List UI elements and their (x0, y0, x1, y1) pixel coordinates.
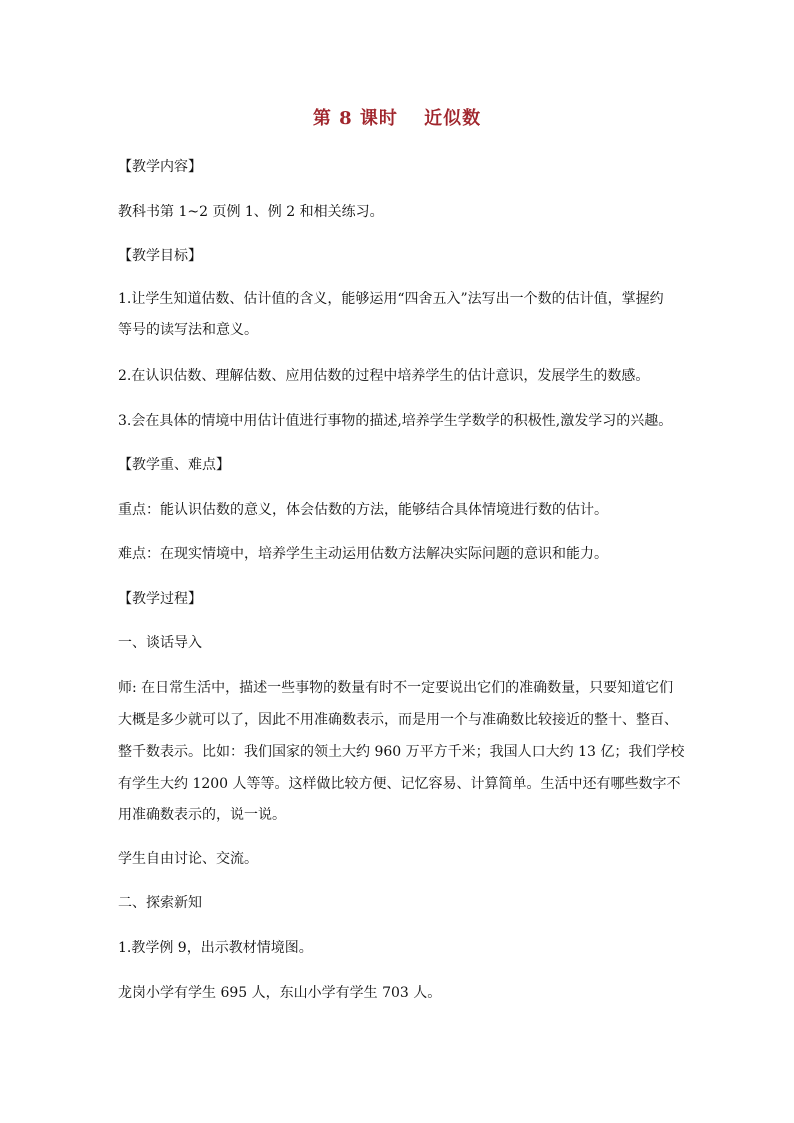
step-heading-intro: 一、谈话导入 (118, 635, 202, 651)
difficult-point: 难点：在现实情境中，培养学生主动运用估数方法解决实际问题的意识和能力。 (118, 546, 608, 562)
lesson-title: 第 8 课时 近似数 (312, 108, 482, 129)
teacher-paragraph-line-2: 大概是多少就可以了，因此不用准确数表示，而是用一个与准确数比较接近的整十、整百、 (118, 712, 678, 728)
goal-2: 2.在认识估数、理解估数、应用估数的过程中培养学生的估计意识，发展学生的数感。 (118, 368, 650, 384)
key-point: 重点：能认识估数的意义，体会估数的方法，能够结合具体情境进行数的估计。 (118, 502, 608, 518)
paragraph-textbook-pages: 教科书第 1~2 页例 1、例 2 和相关练习。 (118, 204, 384, 220)
section-heading-content: 【教学内容】 (118, 159, 202, 175)
student-discussion: 学生自由讨论、交流。 (118, 851, 258, 867)
section-heading-goals: 【教学目标】 (118, 248, 202, 264)
teacher-paragraph-line-3: 整千数表示。比如：我们国家的领土大约 960 万平方千米；我国人口大约 13 亿；我们学校 (118, 744, 685, 760)
goal-1-line-2: 等号的读写法和意义。 (118, 322, 258, 338)
goal-1-line-1: 1.让学生知道估数、估计值的含义，能够运用“四舍五入”法写出一个数的估计值，掌握约 (118, 291, 664, 307)
school-student-counts: 龙岗小学有学生 695 人，东山小学有学生 703 人。 (118, 985, 442, 1001)
section-heading-process: 【教学过程】 (118, 591, 202, 607)
step-heading-explore: 二、探索新知 (118, 895, 202, 911)
goal-3: 3.会在具体的情境中用估计值进行事物的描述,培养学生学数学的积极性,激发学习的兴趣。 (118, 413, 673, 429)
section-heading-key-points: 【教学重、难点】 (118, 457, 230, 473)
teacher-paragraph-line-1: 师: 在日常生活中，描述一些事物的数量有时不一定要说出它们的准确数量，只要知道它们 (118, 680, 674, 696)
example-9: 1.教学例 9，出示教材情境图。 (118, 940, 313, 956)
teacher-paragraph-line-5: 用准确数表示的，说一说。 (118, 807, 286, 823)
teacher-paragraph-line-4: 有学生大约 1200 人等等。这样做比较方便、记忆容易、计算简单。生活中还有哪些数字不 (118, 776, 681, 792)
